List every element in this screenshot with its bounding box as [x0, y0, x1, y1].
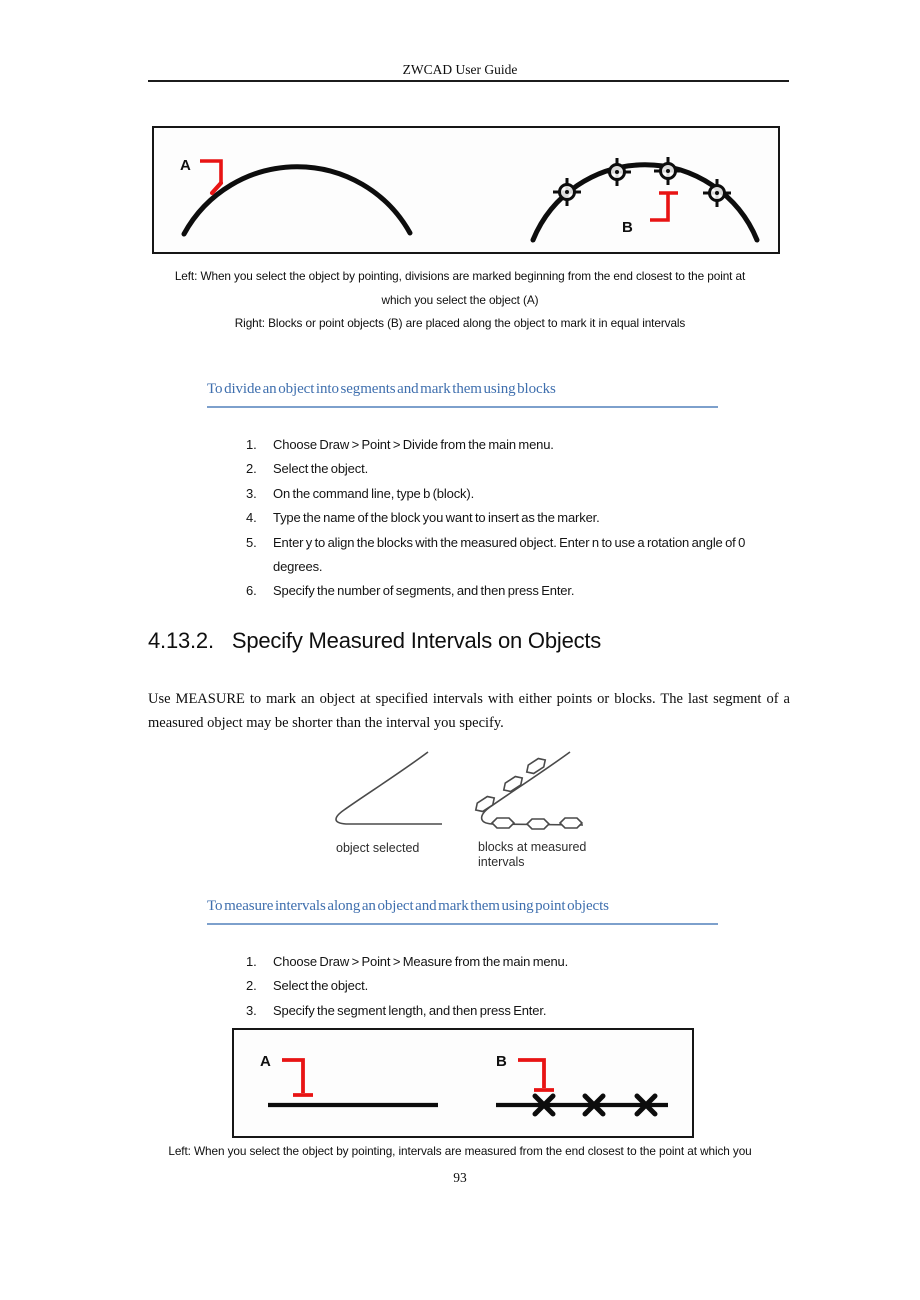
- step-row: [246, 457, 793, 481]
- procedure-divide-steps: [246, 433, 793, 604]
- figure-divide: [152, 126, 780, 254]
- section-number: 4.13.2.: [148, 628, 214, 653]
- leader-b-icon: [650, 194, 668, 220]
- intro-paragraph: Use MEASURE to mark an object at specified intervals with either points or blocks. The last segment of a measured object may be shorter than the interval you specify.: [148, 691, 790, 731]
- leader-a-icon: [282, 1060, 303, 1093]
- step-row: [246, 999, 568, 1023]
- figure-intervals-drawing: [234, 1030, 688, 1132]
- step-row: [246, 433, 793, 457]
- step-number: 4.: [246, 510, 257, 526]
- procedure-measure-heading: To measure intervals along an object and mark them using point objects: [207, 898, 609, 914]
- caption-measure: [0, 1144, 920, 1168]
- header-title: ZWCAD User Guide: [402, 62, 518, 77]
- step-row: [246, 482, 793, 506]
- step-number: 2.: [246, 461, 257, 477]
- step-row: [246, 974, 568, 998]
- label-a: A: [180, 157, 191, 174]
- step-row: [246, 506, 793, 530]
- figure-divide-drawing: [154, 128, 778, 252]
- measure-block-icon: [527, 819, 549, 829]
- step-row: [246, 579, 793, 603]
- figure-measure-drawing: [300, 740, 630, 872]
- step-text: Choose Draw > Point > Measure from the main menu.: [273, 954, 569, 969]
- figure-label-left: object selected: [336, 841, 420, 855]
- block-marker-icon: [603, 158, 631, 186]
- step-row: [246, 531, 793, 580]
- step-text: Type the name of the block you want to insert as the marker.: [273, 510, 600, 526]
- step-text: Choose Draw > Point > Divide from the main menu.: [273, 437, 554, 452]
- procedure-measure-steps: [246, 950, 568, 1023]
- measure-block-icon: [492, 818, 514, 828]
- section-title: Specify Measured Intervals on Objects: [231, 628, 602, 653]
- step-text: On the command line, type b (block).: [273, 485, 475, 501]
- procedure-measure-rule: [207, 923, 718, 925]
- figure-label-right-line2: intervals: [478, 855, 525, 869]
- step-number: 5.: [246, 534, 257, 550]
- step-number: 1.: [246, 954, 257, 969]
- step-text: Select the object.: [273, 461, 369, 477]
- figure-label-right-line1: blocks at measured: [478, 840, 587, 854]
- step-text: Specify the segment length, and then press Enter.: [273, 1002, 547, 1018]
- step-row: [246, 950, 568, 974]
- step-text: Specify the number of segments, and then press Enter.: [273, 583, 575, 599]
- step-number: 6.: [246, 583, 257, 599]
- label-b: B: [622, 219, 633, 236]
- arc-left: [184, 167, 410, 234]
- caption-line: which you select the object (A): [381, 292, 539, 307]
- caption-divide: [0, 269, 920, 340]
- step-number: 1.: [246, 437, 257, 452]
- curve-object-selected: [336, 752, 442, 824]
- leader-a-icon: [200, 161, 221, 184]
- procedure-divide-rule: [207, 406, 718, 408]
- figure-intervals: [232, 1028, 694, 1138]
- step-number: 3.: [246, 485, 257, 501]
- step-text: Select the object.: [273, 978, 369, 994]
- measure-block-icon: [560, 818, 582, 828]
- step-text: Enter y to align the blocks with the measured object. Enter n to use a rotation angle of 0 degrees.: [273, 534, 746, 575]
- procedure-divide-heading: To divide an object into segments and mark them using blocks: [207, 381, 556, 397]
- measure-block-icon: [524, 756, 548, 776]
- step-number: 3.: [246, 1002, 257, 1018]
- section-heading: [148, 628, 601, 654]
- leader-b-icon: [518, 1060, 544, 1088]
- header-rule: [148, 80, 789, 82]
- label-a: A: [260, 1053, 271, 1070]
- page-number: 93: [453, 1170, 467, 1185]
- step-number: 2.: [246, 978, 257, 994]
- label-b: B: [496, 1053, 507, 1070]
- figure-measure-demo: [300, 740, 630, 872]
- caption-line: Right: Blocks or point objects (B) are placed along the object to mark it in equal intervals: [234, 316, 686, 330]
- block-marker-icon: [654, 157, 682, 185]
- caption-line: Left: When you select the object by pointing, divisions are marked beginning from the end closest to the point at: [174, 269, 746, 283]
- caption-line: Left: When you select the object by pointing, intervals are measured from the end closest to the point at which you: [168, 1144, 752, 1158]
